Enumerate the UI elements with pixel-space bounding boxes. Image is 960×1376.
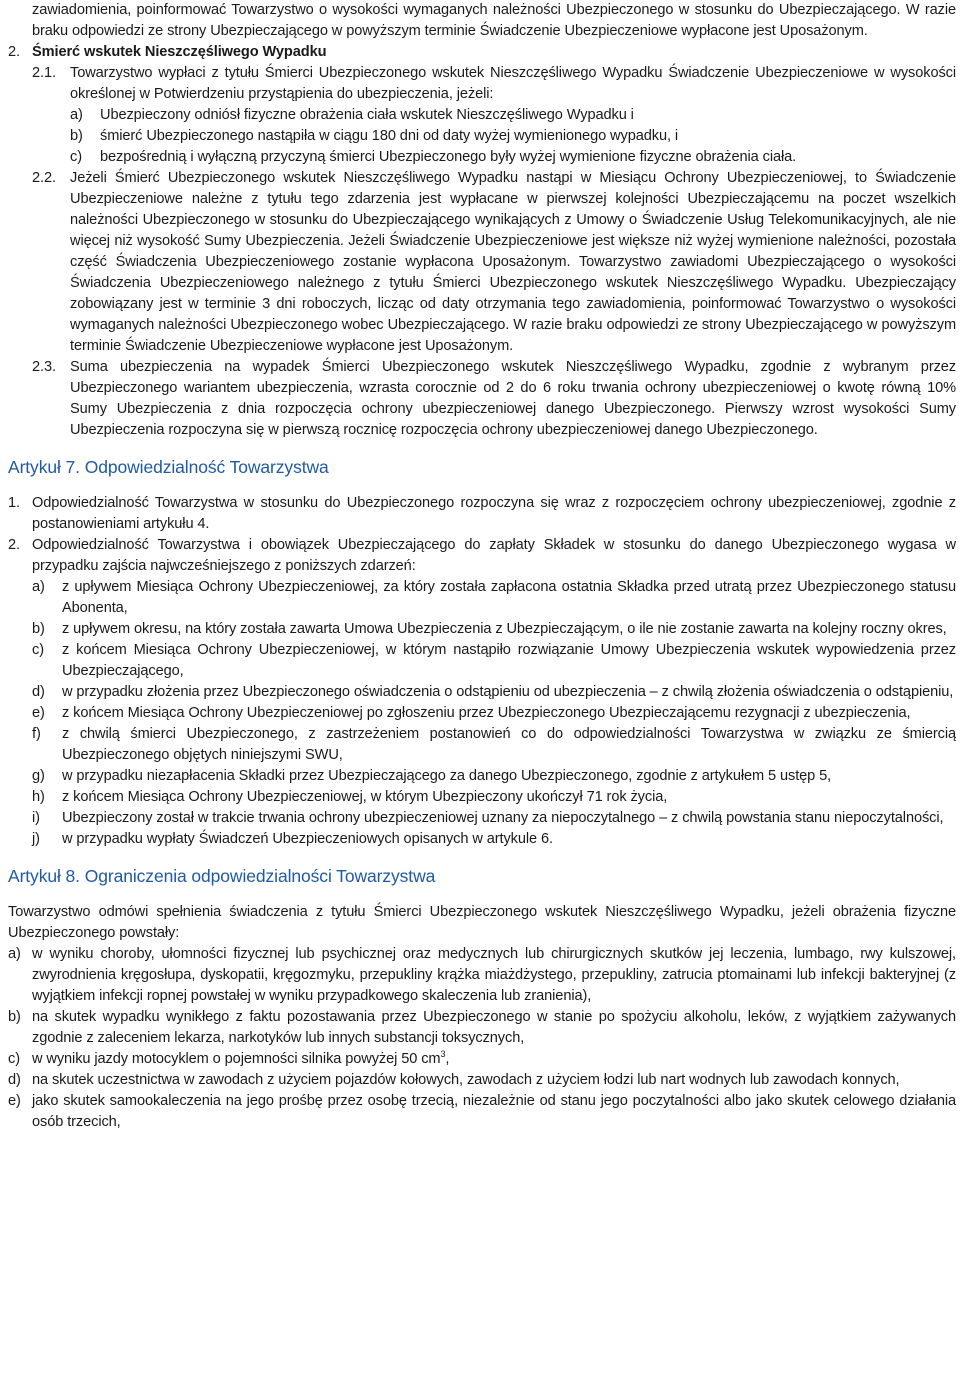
list-item bbox=[8, 1091, 956, 1133]
item-letter: h) bbox=[32, 789, 45, 805]
item-text: w przypadku niezapłacenia Składki przez Ubezpieczającego za danego Ubezpieczonego, zgodnie z artykułem 5 ustęp 5, bbox=[62, 768, 832, 784]
article-title: Ograniczenia odpowiedzialności Towarzystwa bbox=[84, 866, 436, 886]
article-8-heading bbox=[8, 864, 956, 888]
list-item bbox=[32, 577, 956, 619]
item-text: z końcem Miesiąca Ochrony Ubezpieczeniowej po zgłoszeniu przez Ubezpieczonego Ubezpieczającemu rezygnacji z ubezpieczenia, bbox=[62, 705, 911, 721]
intro-paragraph: zawiadomienia, poinformować Towarzystwo o wysokości wymaganych należności Ubezpieczonego w stosunku do Ubezpieczającego. W razie braku odpowiedzi ze strony Ubezpieczającego w powyższym terminie Świadczenie Ubezpieczeniowe wypłacone jest Uposażonym. bbox=[32, 2, 956, 39]
item-letter: c) bbox=[32, 642, 44, 658]
item-text: z końcem Miesiąca Ochrony Ubezpieczeniowej, w którym Ubezpieczony ukończył 71 rok życia, bbox=[62, 789, 668, 805]
list-item bbox=[32, 766, 956, 787]
item-tail: , bbox=[445, 1051, 450, 1067]
superscript: 3 bbox=[440, 1049, 446, 1060]
item-letter: g) bbox=[32, 768, 45, 784]
article-title: Odpowiedzialność Towarzystwa bbox=[84, 457, 329, 477]
section-2-heading bbox=[8, 42, 956, 63]
item-text: w wyniku choroby, ułomności fizycznej lub psychicznej oraz medycznych lub chirurgicznych skutków jej leczenia, lumbago, rwy kulszowej, zwyrodnienia kręgosłupa, dyskopatii, kręgozmyku, przepukliny krążka miażdżystego, przepukliny, zatrucia ptomainami lub infekcji bakteryjnej (z wyjątkiem infekcji ropnej powstałej w wyniku przypadkowego skaleczenia lub zranienia), bbox=[32, 946, 956, 1004]
clause-number: 2.3. bbox=[32, 359, 56, 375]
section-number: 2. bbox=[8, 44, 20, 60]
item-letter: b) bbox=[32, 621, 45, 637]
item-letter: b) bbox=[70, 128, 83, 144]
list-item bbox=[8, 1070, 956, 1091]
item-letter: d) bbox=[32, 684, 45, 700]
item-text: w przypadku wypłaty Świadczeń Ubezpieczeniowych opisanych w artykule 6. bbox=[62, 831, 553, 847]
item-text: w przypadku złożenia przez Ubezpieczonego oświadczenia o odstąpieniu od ubezpieczenia – z chwilą złożenia oświadczenia o odstąpieniu, bbox=[62, 684, 954, 700]
article-7-point-2 bbox=[8, 535, 956, 577]
list-item bbox=[32, 829, 956, 850]
list-item bbox=[32, 682, 956, 703]
clause-2-3 bbox=[8, 357, 956, 441]
point-number: 2. bbox=[8, 537, 20, 553]
point-number: 1. bbox=[8, 495, 20, 511]
item-text-wrap bbox=[32, 1049, 956, 1070]
list-item bbox=[32, 787, 956, 808]
item-letter: c) bbox=[70, 149, 82, 165]
item-text: w wyniku jazdy motocyklem o pojemności silnika powyżej 50 cm bbox=[32, 1051, 441, 1067]
clause-text: Jeżeli Śmierć Ubezpieczonego wskutek Nieszczęśliwego Wypadku nastąpi w Miesiącu Ochrony Ubezpieczeniowej, to Świadczenie Ubezpieczeniowe należne z tytułu tego zdarzenia jest wypłacane w pierwszej kolejności Ubezpieczającemu na poczet wszelkich należności Ubezpieczonego w stosunku do Ubezpieczającego wynikających z Umowy o Świadczenie Usług Telekomunikacyjnych, ale nie więcej niż wysokość Sumy Ubezpieczenia. Jeżeli Świadczenie Ubezpieczeniowe jest większe niż wyżej wymienione należności, pozostała część Świadczenia Ubezpieczeniowego zostanie wypłacona Uposażonym. Towarzystwo zawiadomi Ubezpieczającego o wysokości Świadczenia Ubezpieczeniowego należnego z tytułu Śmierci Ubezpieczonego wskutek Nieszczęśliwego Wypadku. Ubezpieczający zobowiązany jest w terminie 3 dni roboczych, licząc od daty otrzymania tego zawiadomienia, poinformować Towarzystwo o wysokości wymaganych należności Ubezpieczonego wobec Ubezpieczającego. W razie braku odpowiedzi ze strony Ubezpieczającego w powyższym terminie Świadczenie Ubezpieczeniowe wypłacone jest Uposażonym. bbox=[70, 170, 956, 354]
item-letter: a) bbox=[8, 946, 21, 962]
clause-number: 2.1. bbox=[32, 65, 56, 81]
list-item bbox=[32, 640, 956, 682]
item-text: z upływem Miesiąca Ochrony Ubezpieczeniowej, za który została zapłacona ostatnia Składka przed utratą przez Ubezpieczonego statusu Abonenta, bbox=[62, 579, 956, 616]
item-letter: i) bbox=[32, 810, 40, 826]
list-item bbox=[8, 1049, 956, 1070]
item-text: bezpośrednią i wyłączną przyczyną śmierci Ubezpieczonego były wyżej wymienione fizyczne obrażenia ciała. bbox=[100, 149, 797, 165]
item-text: jako skutek samookaleczenia na jego prośbę przez osobę trzecią, niezależnie od stanu jego poczytalności albo jako skutek celowego działania osób trzecich, bbox=[32, 1093, 956, 1130]
item-letter: f) bbox=[32, 726, 41, 742]
list-item bbox=[32, 703, 956, 724]
list-item bbox=[32, 808, 956, 829]
item-letter: a) bbox=[32, 579, 45, 595]
list-item bbox=[32, 724, 956, 766]
article-8-list bbox=[8, 944, 956, 1133]
article-8-intro: Towarzystwo odmówi spełnienia świadczenia z tytułu Śmierci Ubezpieczonego wskutek Nieszczęśliwego Wypadku, jeżeli obrażenia fizyczne Ubezpieczonego powstały: bbox=[8, 904, 956, 941]
item-letter: a) bbox=[70, 107, 83, 123]
item-letter: b) bbox=[8, 1009, 21, 1025]
section-title: Śmierć wskutek Nieszczęśliwego Wypadku bbox=[32, 44, 327, 60]
item-text: z końcem Miesiąca Ochrony Ubezpieczeniowej, w którym nastąpiło rozwiązanie Umowy Ubezpieczenia wskutek wypowiedzenia przez Ubezpieczającego, bbox=[62, 642, 956, 679]
clause-text: Suma ubezpieczenia na wypadek Śmierci Ubezpieczonego wskutek Nieszczęśliwego Wypadku, zgodnie z wybranym przez Ubezpieczonego wariantem ubezpieczenia, wzrasta corocznie od 2 do 6 roku trwania ochrony ubezpieczeniowej o kwotę równą 10% Sumy Ubezpieczenia z dnia rozpoczęcia ochrony ubezpieczeniowej danego Ubezpieczonego. Pierwszy wzrost wysokości Sumy Ubezpieczenia rozpoczyna się w pierwszą rocznicę rozpoczęcia ochrony ubezpieczeniowej danego Ubezpieczonego. bbox=[70, 359, 956, 438]
clause-number: 2.2. bbox=[32, 170, 56, 186]
list-item bbox=[8, 944, 956, 1007]
clause-2-1-list bbox=[8, 105, 956, 168]
item-text: śmierć Ubezpieczonego nastąpiła w ciągu 180 dni od daty wyżej wymienionego wypadku, i bbox=[100, 128, 679, 144]
article-7-point-2-list bbox=[8, 577, 956, 850]
article-7-point-1 bbox=[8, 493, 956, 535]
list-item bbox=[70, 105, 956, 126]
clause-2-2 bbox=[8, 168, 956, 357]
list-item bbox=[70, 126, 956, 147]
article-label: Artykuł 8. bbox=[8, 866, 80, 886]
item-letter: c) bbox=[8, 1051, 20, 1067]
clause-2-1 bbox=[8, 63, 956, 105]
item-text: Ubezpieczony został w trakcie trwania ochrony ubezpieczeniowej uznany za niepoczytalnego – z chwilą powstania stanu niepoczytalności, bbox=[62, 810, 944, 826]
item-letter: e) bbox=[8, 1093, 21, 1109]
item-text: Ubezpieczony odniósł fizyczne obrażenia ciała wskutek Nieszczęśliwego Wypadku i bbox=[100, 107, 634, 123]
point-text: Odpowiedzialność Towarzystwa w stosunku do Ubezpieczonego rozpoczyna się wraz z rozpoczęciem ochrony ubezpieczeniowej, zgodnie z postanowieniami artykułu 4. bbox=[32, 495, 956, 532]
clause-text: Towarzystwo wypłaci z tytułu Śmierci Ubezpieczonego wskutek Nieszczęśliwego Wypadku Świadczenie Ubezpieczeniowe w wysokości określonej w Potwierdzeniu przystąpienia do ubezpieczenia, jeżeli: bbox=[70, 65, 956, 102]
list-item bbox=[70, 147, 956, 168]
item-letter: d) bbox=[8, 1072, 21, 1088]
item-text: na skutek wypadku wynikłego z faktu pozostawania przez Ubezpieczonego w stanie po spożyciu alkoholu, leków, z wyjątkiem zażywanych zgodnie z zaleceniem lekarza, narkotyków lub innych substancji toksycznych, bbox=[32, 1009, 956, 1046]
point-text: Odpowiedzialność Towarzystwa i obowiązek Ubezpieczającego do zapłaty Składek w stosunku do danego Ubezpieczonego wygasa w przypadku zajścia najwcześniejszego z poniższych zdarzeń: bbox=[32, 537, 956, 574]
item-text: z chwilą śmierci Ubezpieczonego, z zastrzeżeniem postanowień co do odpowiedzialności Towarzystwa w związku ze śmiercią Ubezpieczonego objętych niniejszymi SWU, bbox=[62, 726, 956, 763]
item-letter: j) bbox=[32, 831, 40, 847]
article-label: Artykuł 7. bbox=[8, 457, 80, 477]
item-text: na skutek uczestnictwa w zawodach z użyciem pojazdów kołowych, zawodach z użyciem łodzi lub nart wodnych lub zawodach konnych, bbox=[32, 1072, 900, 1088]
item-letter: e) bbox=[32, 705, 45, 721]
item-text: z upływem okresu, na który została zawarta Umowa Ubezpieczenia z Ubezpieczającym, o ile nie zostanie zawarta na kolejny roczny okres, bbox=[62, 621, 947, 637]
list-item bbox=[32, 619, 956, 640]
list-item bbox=[8, 1007, 956, 1049]
article-7-heading bbox=[8, 455, 956, 479]
